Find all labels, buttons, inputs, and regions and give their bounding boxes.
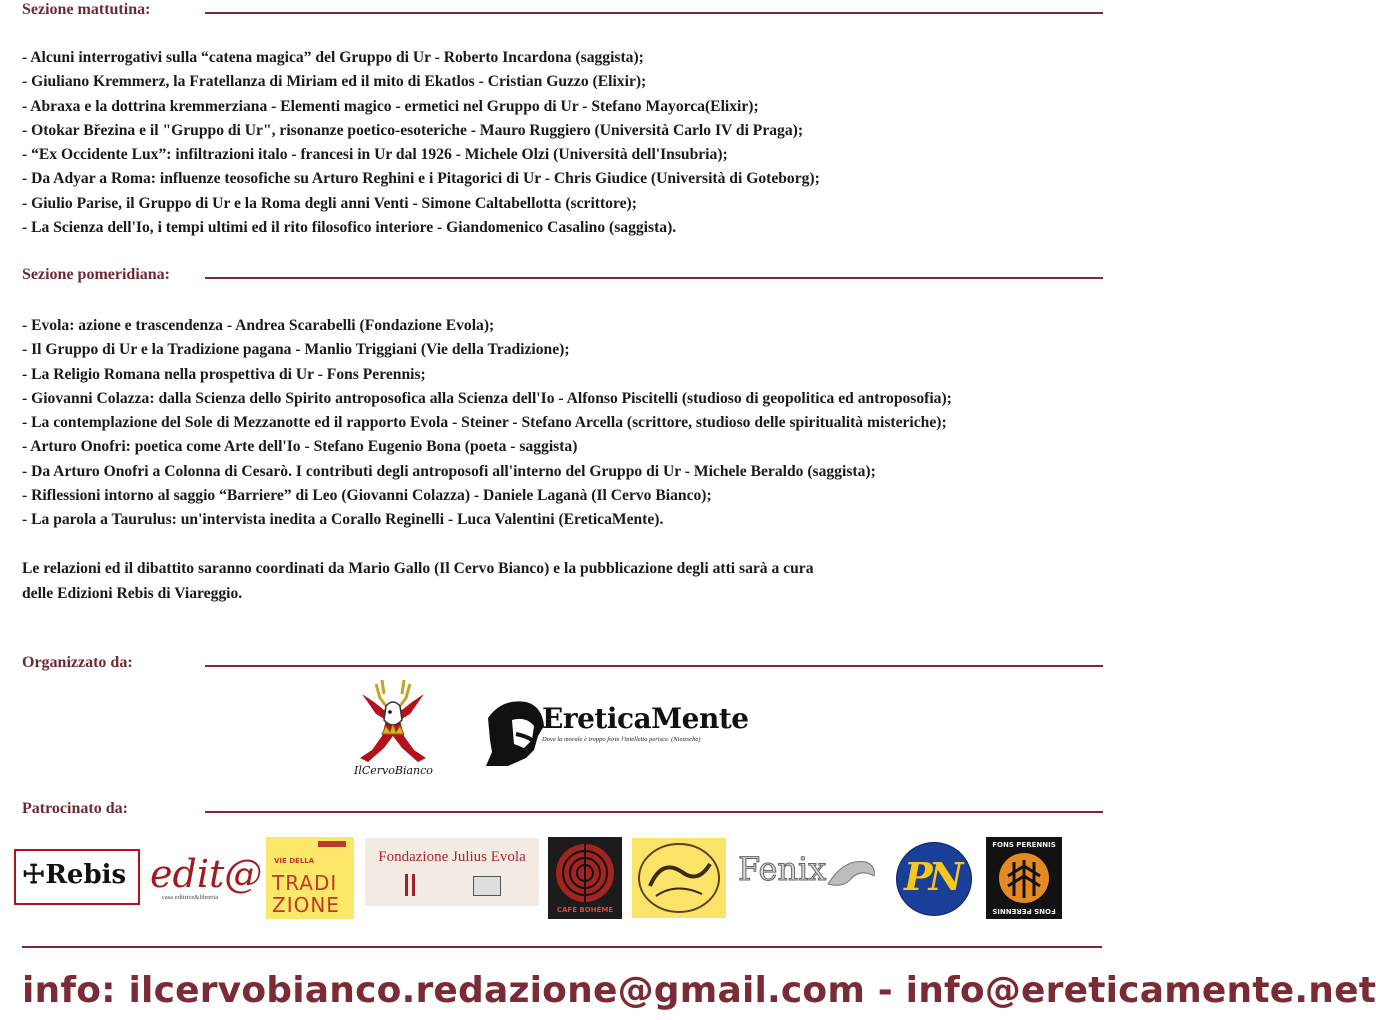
rebis-emblem-icon: ☩ (22, 860, 46, 890)
pn-wordmark: PN (904, 854, 960, 899)
deer-cross-icon (352, 676, 434, 766)
sponsors-section-title: Patrocinato da: (22, 800, 128, 817)
rune-sun-icon (998, 852, 1050, 904)
ereticamente-logo (482, 696, 749, 768)
talk-item: - La Religio Romana nella prospettiva di Ur - Fons Perennis; (22, 365, 426, 383)
afternoon-section-rule (205, 277, 1103, 279)
tradizione-bot-text: ZIONE (272, 893, 340, 917)
talk-item: - Arturo Onofri: poetica come Arte dell'Io - Stefano Eugenio Bona (poeta - saggista) (22, 438, 578, 456)
talk-item: - La Scienza dell'Io, i tempi ultimi ed il rito filosofico interiore - Giandomenico Casalino (saggista). (22, 219, 677, 237)
cervo-bianco-logo (352, 676, 434, 780)
rebis-wordmark: Rebis (45, 860, 127, 890)
nietzsche-portrait-icon (482, 696, 546, 768)
fenix-wordmark: Fenix (738, 850, 827, 888)
sponsors-section-rule (205, 811, 1103, 813)
fons-top-text: FONS PERENNIS (992, 841, 1056, 849)
talk-item: - La contemplazione del Sole di Mezzanotte ed il rapporto Evola - Steiner - Stefano Arcella (scrittore, studioso delle spiritualità misteriche); (22, 414, 947, 432)
labyrinth-icon (555, 843, 615, 903)
talk-item: - Giuliano Kremmerz, la Fratellanza di Miriam ed il mito di Ekatlos - Cristian Guzzo (Elixir); (22, 73, 647, 91)
closing-line: delle Edizioni Rebis di Viareggio. (22, 584, 243, 602)
vie-della-tradizione-logo (266, 837, 354, 919)
sponsors-section-header (22, 800, 1103, 824)
rebis-logo (14, 849, 140, 905)
talk-item: - Il Gruppo di Ur e la Tradizione pagana - Manlio Triggiani (Vie della Tradizione); (22, 341, 570, 359)
talk-item: - Abraxa e la dottrina kremmerziana - Elementi magico - ermetici nel Gruppo di Ur - Stefano Mayorca(Elixir); (22, 97, 759, 115)
serpent-seal-logo (632, 838, 726, 918)
pn-logo (896, 842, 972, 914)
talk-item: - “Ex Occidente Lux”: infiltrazioni italo - francesi in Ur dal 1926 - Michele Olzi (Università dell'Insubria); (22, 146, 728, 164)
afternoon-section-title: Sezione pomeridiana: (22, 266, 170, 283)
fondazione-evola-logo (365, 838, 539, 906)
organizers-section-rule (205, 665, 1103, 667)
talk-item: - La parola a Taurulus: un'intervista inedita a Corallo Reginelli - Luca Valentini (EreticaMente). (22, 511, 664, 529)
morning-section-title: Sezione mattutina: (22, 1, 151, 18)
morning-section-header (22, 1, 1103, 25)
tradizione-t-icon (318, 841, 346, 847)
fons-perennis-logo (986, 837, 1062, 919)
ereticamente-wordmark: EreticaMente (542, 702, 749, 735)
cafe-boheme-wordmark: CAFÈ BOHÊME (556, 906, 614, 914)
phoenix-icon (826, 854, 878, 894)
talk-item: - Evola: azione e trascendenza - Andrea Scarabelli (Fondazione Evola); (22, 317, 495, 334)
talk-item: - Otokar Březina e il "Gruppo di Ur", risonanze poetico-esoteriche - Mauro Ruggiero (Università Carlo IV di Praga); (22, 121, 804, 139)
edita-logo (150, 850, 263, 904)
evola-figure-icon (473, 876, 501, 896)
serpent-icon (632, 838, 726, 918)
organizers-section-title: Organizzato da: (22, 654, 133, 671)
talk-item: - Riflessioni intorno al saggio “Barriere” di Leo (Giovanni Colazza) - Daniele Laganà (Il Cervo Bianco); (22, 487, 712, 505)
organizers-section-header (22, 654, 1103, 678)
talk-item: - Giulio Parise, il Gruppo di Ur e la Roma degli anni Venti - Simone Caltabellotta (scrittore); (22, 194, 637, 212)
contact-footer: info: ilcervobianco.redazione@gmail.com - info@ereticamente.net (22, 970, 1376, 1011)
talk-item: - Da Arturo Onofri a Colonna di Cesarò. I contributi degli antroposofi all'interno del Gruppo di Ur - Michele Beraldo (saggista); (22, 462, 876, 480)
morning-talk-list (22, 46, 820, 240)
footer-rule (22, 946, 1102, 948)
closing-paragraph (22, 557, 1022, 606)
afternoon-section-header (22, 266, 1103, 290)
morning-section-rule (205, 12, 1103, 14)
evola-wordmark: Fondazione Julius Evola (378, 849, 526, 865)
fons-bottom-text: FONS PERENNIS (992, 907, 1056, 915)
closing-line: Le relazioni ed il dibattito saranno coordinati da Mario Gallo (Il Cervo Bianco) e la pubblicazione degli atti sarà a cura (22, 560, 814, 577)
tradizione-mid-text: TRADI (272, 871, 338, 895)
talk-item: - Da Adyar a Roma: influenze teosofiche su Arturo Reghini e i Pitagorici di Ur - Chris Giudice (Università di Goteborg); (22, 170, 820, 188)
evola-emblem-icon (403, 874, 419, 896)
edita-wordmark: edit@ (150, 852, 263, 896)
talk-item: - Giovanni Colazza: dalla Scienza dello Spirito antroposofica alla Scienza dell'Io - Alfonso Piscitelli (studioso di geopolitica ed antroposofia); (22, 389, 952, 407)
edita-subtitle: casa editrice&libreria (162, 894, 219, 901)
cervo-bianco-caption: IlCervoBianco (354, 764, 433, 777)
tradizione-top-text: VIE DELLA (274, 857, 315, 865)
cafe-boheme-logo (548, 837, 622, 919)
talk-item: - Alcuni interrogativi sulla “catena magica” del Gruppo di Ur - Roberto Incardona (saggista); (22, 49, 644, 66)
afternoon-talk-list (22, 314, 952, 533)
ereticamente-motto: Dove la morale è troppo forte l'intelletto perisce. (Nietzsche) (542, 736, 701, 743)
fenix-logo (738, 844, 880, 906)
